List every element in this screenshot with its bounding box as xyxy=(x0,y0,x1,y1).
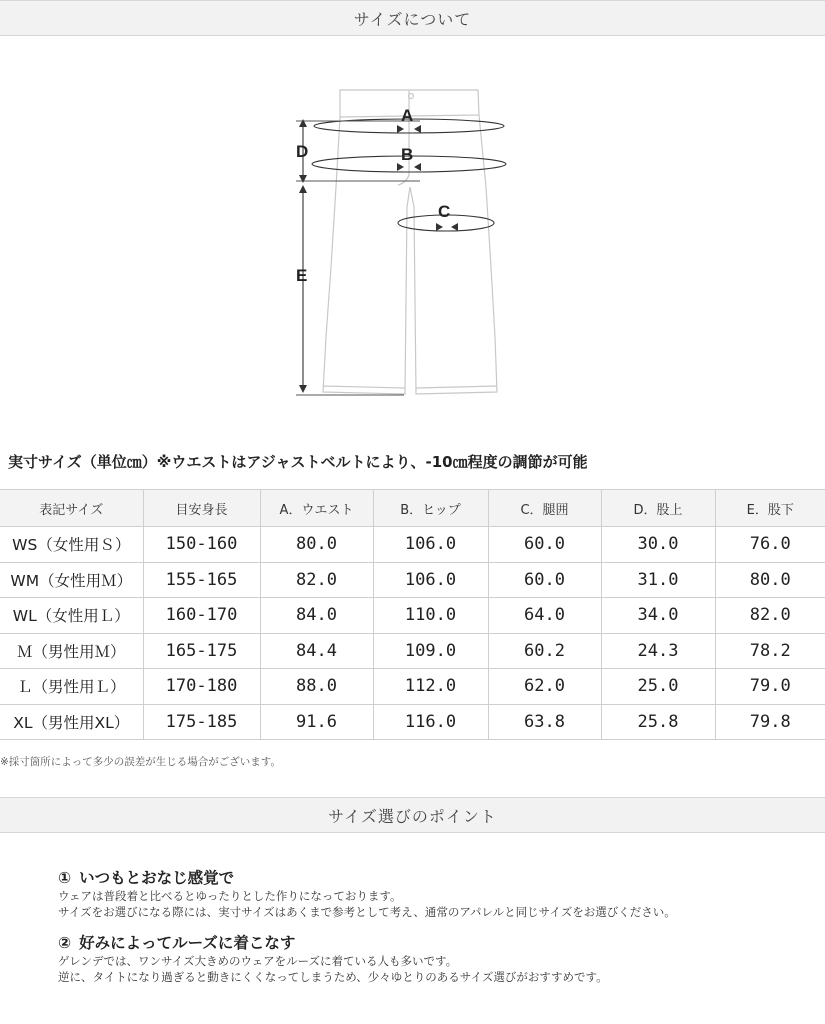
cell-rise: 25.0 xyxy=(601,669,715,705)
point-title xyxy=(58,933,818,953)
table-row xyxy=(0,562,825,598)
cell-rise: 34.0 xyxy=(601,598,715,634)
point-text: ゲレンデでは、ワンサイズ大きめのウェアをルーズに着ている人も多いです。 xyxy=(58,954,458,968)
size-table xyxy=(0,489,825,740)
cell-hip: 106.0 xyxy=(373,562,488,598)
label-c: C xyxy=(438,202,451,221)
table-row xyxy=(0,669,825,705)
point-text: サイズをお選びになる際には、実寸サイズはあくまで参考として考え、通常のアパレルと同じサイズをお選びください。 xyxy=(58,905,676,919)
point-number: ① xyxy=(58,869,72,887)
measurement-note: ※採寸箇所によって多少の誤差が生じる場合がございます。 xyxy=(0,756,281,768)
cell-thigh: 62.0 xyxy=(488,669,601,705)
table-row xyxy=(0,633,825,669)
section-title: サイズについて xyxy=(353,9,472,29)
cell-hip: 106.0 xyxy=(373,527,488,563)
cell-size: XL（男性用XL） xyxy=(0,704,143,740)
cell-waist: 82.0 xyxy=(260,562,373,598)
cell-waist: 80.0 xyxy=(260,527,373,563)
table-row xyxy=(0,527,825,563)
cell-inseam: 80.0 xyxy=(715,562,825,598)
point-title xyxy=(58,868,818,888)
point-text: 逆に、タイトになり過ぎると動きにくくなってしまうため、少々ゆとりのあるサイズ選びがおすすめです。 xyxy=(58,970,608,984)
cell-height: 160-170 xyxy=(143,598,260,634)
cell-size: WM（女性用Ｍ） xyxy=(0,562,143,598)
cell-hip: 112.0 xyxy=(373,669,488,705)
cell-thigh: 60.0 xyxy=(488,562,601,598)
cell-size: WL（女性用Ｌ） xyxy=(0,598,143,634)
header-thigh: C．腿囲 xyxy=(488,490,601,527)
cell-waist: 88.0 xyxy=(260,669,373,705)
cell-rise: 31.0 xyxy=(601,562,715,598)
header-size-label: 表記サイズ xyxy=(0,490,143,527)
cell-inseam: 79.0 xyxy=(715,669,825,705)
cell-thigh: 60.0 xyxy=(488,527,601,563)
table-caption: 実寸サイズ（単位㎝）※ウエストはアジャストベルトにより、-10㎝程度の調節が可能 xyxy=(8,453,588,471)
cell-hip: 109.0 xyxy=(373,633,488,669)
cell-inseam: 78.2 xyxy=(715,633,825,669)
cell-height: 170-180 xyxy=(143,669,260,705)
header-height: 目安身長 xyxy=(143,490,260,527)
cell-inseam: 79.8 xyxy=(715,704,825,740)
cell-size: Ｌ（男性用Ｌ） xyxy=(0,669,143,705)
cell-hip: 110.0 xyxy=(373,598,488,634)
point-text: ウェアは普段着と比べるとゆったりとした作りになっております。 xyxy=(58,889,402,903)
cell-waist: 84.4 xyxy=(260,633,373,669)
table-header-row xyxy=(0,490,825,527)
header-hip: B．ヒップ xyxy=(373,490,488,527)
cell-inseam: 82.0 xyxy=(715,598,825,634)
table-row xyxy=(0,598,825,634)
cell-thigh: 60.2 xyxy=(488,633,601,669)
cell-height: 155-165 xyxy=(143,562,260,598)
cell-height: 175-185 xyxy=(143,704,260,740)
cell-thigh: 64.0 xyxy=(488,598,601,634)
label-a: A xyxy=(401,106,414,125)
cell-waist: 84.0 xyxy=(260,598,373,634)
cell-hip: 116.0 xyxy=(373,704,488,740)
cell-height: 150-160 xyxy=(143,527,260,563)
cell-size: WS（女性用Ｓ） xyxy=(0,527,143,563)
cell-thigh: 63.8 xyxy=(488,704,601,740)
label-d: D xyxy=(296,142,309,161)
header-rise: D．股上 xyxy=(601,490,715,527)
label-b: B xyxy=(401,145,414,164)
pants-measurement-diagram xyxy=(0,37,825,437)
cell-waist: 91.6 xyxy=(260,704,373,740)
cell-rise: 25.8 xyxy=(601,704,715,740)
cell-rise: 30.0 xyxy=(601,527,715,563)
size-point xyxy=(58,868,818,920)
point-heading: 好みによってルーズに着こなす xyxy=(79,934,296,952)
section-header-size xyxy=(0,0,825,36)
header-waist: A．ウエスト xyxy=(260,490,373,527)
label-e: E xyxy=(296,266,308,285)
section-title: サイズ選びのポイント xyxy=(328,806,497,826)
section-header-points xyxy=(0,797,825,833)
header-inseam: E．股下 xyxy=(715,490,825,527)
point-number: ② xyxy=(58,934,72,952)
cell-height: 165-175 xyxy=(143,633,260,669)
table-row xyxy=(0,704,825,740)
cell-inseam: 76.0 xyxy=(715,527,825,563)
size-point xyxy=(58,933,818,985)
cell-size: Ｍ（男性用Ｍ） xyxy=(0,633,143,669)
point-heading: いつもとおなじ感覚で xyxy=(79,869,235,887)
cell-rise: 24.3 xyxy=(601,633,715,669)
